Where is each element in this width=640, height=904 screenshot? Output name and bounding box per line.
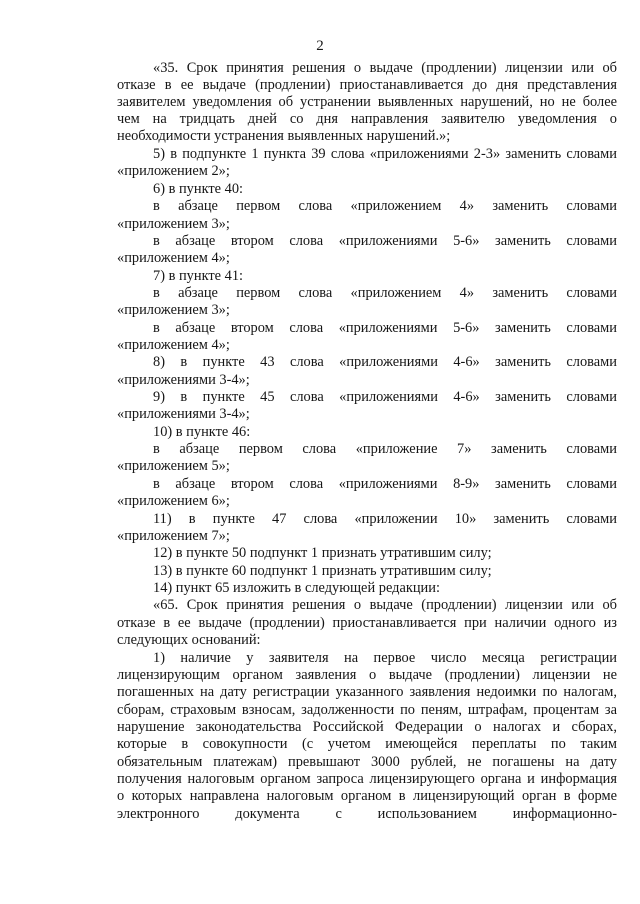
text-line: «приложением 2»; — [117, 163, 230, 179]
text-line: о которых направлена налоговым органом в лицензирующий орган в форме — [117, 788, 617, 804]
text-line: лицензирующим органом заявления о выдаче (продлении) лицензии не — [117, 667, 617, 683]
text-line: погашенных на дату регистрации указанного заявления недоимки по налогам, — [117, 684, 617, 700]
text-line: «приложениями 3-4»; — [117, 372, 250, 388]
text-line: 5) в подпункте 1 пункта 39 слова «приложениями 2-3» заменить словами — [153, 146, 617, 162]
text-line: нарушение законодательства Российской Федерации о налогах и сборах, — [117, 719, 617, 735]
text-line: «приложением 5»; — [117, 458, 230, 474]
text-line: 7) в пункте 41: — [153, 268, 244, 284]
text-line: «65. Срок принятия решения о выдаче (продлении) лицензии или об — [153, 597, 617, 613]
text-line: «приложением 3»; — [117, 302, 230, 318]
text-line: получения налоговым органом запроса лицензирующего органа и информация — [117, 771, 617, 787]
text-line: «приложением 4»; — [117, 250, 230, 266]
text-line: в абзаце втором слова «приложениями 8-9» заменить словами — [153, 476, 617, 492]
text-line: заявителем уведомления об устранении выявленных нарушений, но не более — [117, 94, 617, 110]
text-line: «приложением 4»; — [117, 337, 230, 353]
text-line: в абзаце первом слова «приложением 4» заменить словами — [153, 285, 617, 301]
text-line: 10) в пункте 46: — [153, 424, 251, 440]
text-line: 9) в пункте 45 слова «приложениями 4-6» заменить словами — [153, 389, 617, 405]
text-line: в абзаце первом слова «приложение 7» заменить словами — [153, 441, 617, 457]
text-line: «приложением 6»; — [117, 493, 230, 509]
page-number: 2 — [316, 38, 324, 54]
text-line: отказе в ее выдаче (продлении) приостанавливается при наличии одного из — [117, 615, 617, 631]
text-line: 1) наличие у заявителя на первое число месяца регистрации — [153, 650, 617, 666]
text-line: «35. Срок принятия решения о выдаче (продлении) лицензии или об — [153, 60, 617, 76]
text-line: отказе в ее выдаче (продлении) приостанавливается до дня представления — [117, 77, 617, 93]
text-line: в абзаце втором слова «приложениями 5-6» заменить словами — [153, 233, 617, 249]
text-line: 12) в пункте 50 подпункт 1 признать утратившим силу; — [153, 545, 492, 561]
text-line: «приложением 3»; — [117, 216, 230, 232]
text-line: чем на тридцать дней со дня направления заявителю уведомления о — [117, 111, 617, 127]
text-line: 13) в пункте 60 подпункт 1 признать утратившим силу; — [153, 563, 492, 579]
text-line: 6) в пункте 40: — [153, 181, 244, 197]
text-line: «приложением 7»; — [117, 528, 230, 544]
text-line: 14) пункт 65 изложить в следующей редакции: — [153, 580, 440, 596]
text-line: которые в совокупности (с учетом имеющейся переплаты по таким — [117, 736, 617, 752]
text-line: в абзаце втором слова «приложениями 5-6» заменить словами — [153, 320, 617, 336]
text-line: обязательным платежам) превышают 3000 рублей, не погашены на дату — [117, 754, 617, 770]
text-line: 11) в пункте 47 слова «приложении 10» заменить словами — [153, 511, 617, 527]
text-line: сборам, страховым взносам, задолженности по пеням, штрафам, процентам за — [117, 702, 617, 718]
text-line: электронного документа с использованием информационно- — [117, 806, 617, 822]
text-line: 8) в пункте 43 слова «приложениями 4-6» заменить словами — [153, 354, 617, 370]
text-line: «приложениями 3-4»; — [117, 406, 250, 422]
text-line: необходимости устранения выявленных нарушений.»; — [117, 128, 451, 144]
text-line: следующих оснований: — [117, 632, 261, 648]
text-line: в абзаце первом слова «приложением 4» заменить словами — [153, 198, 617, 214]
